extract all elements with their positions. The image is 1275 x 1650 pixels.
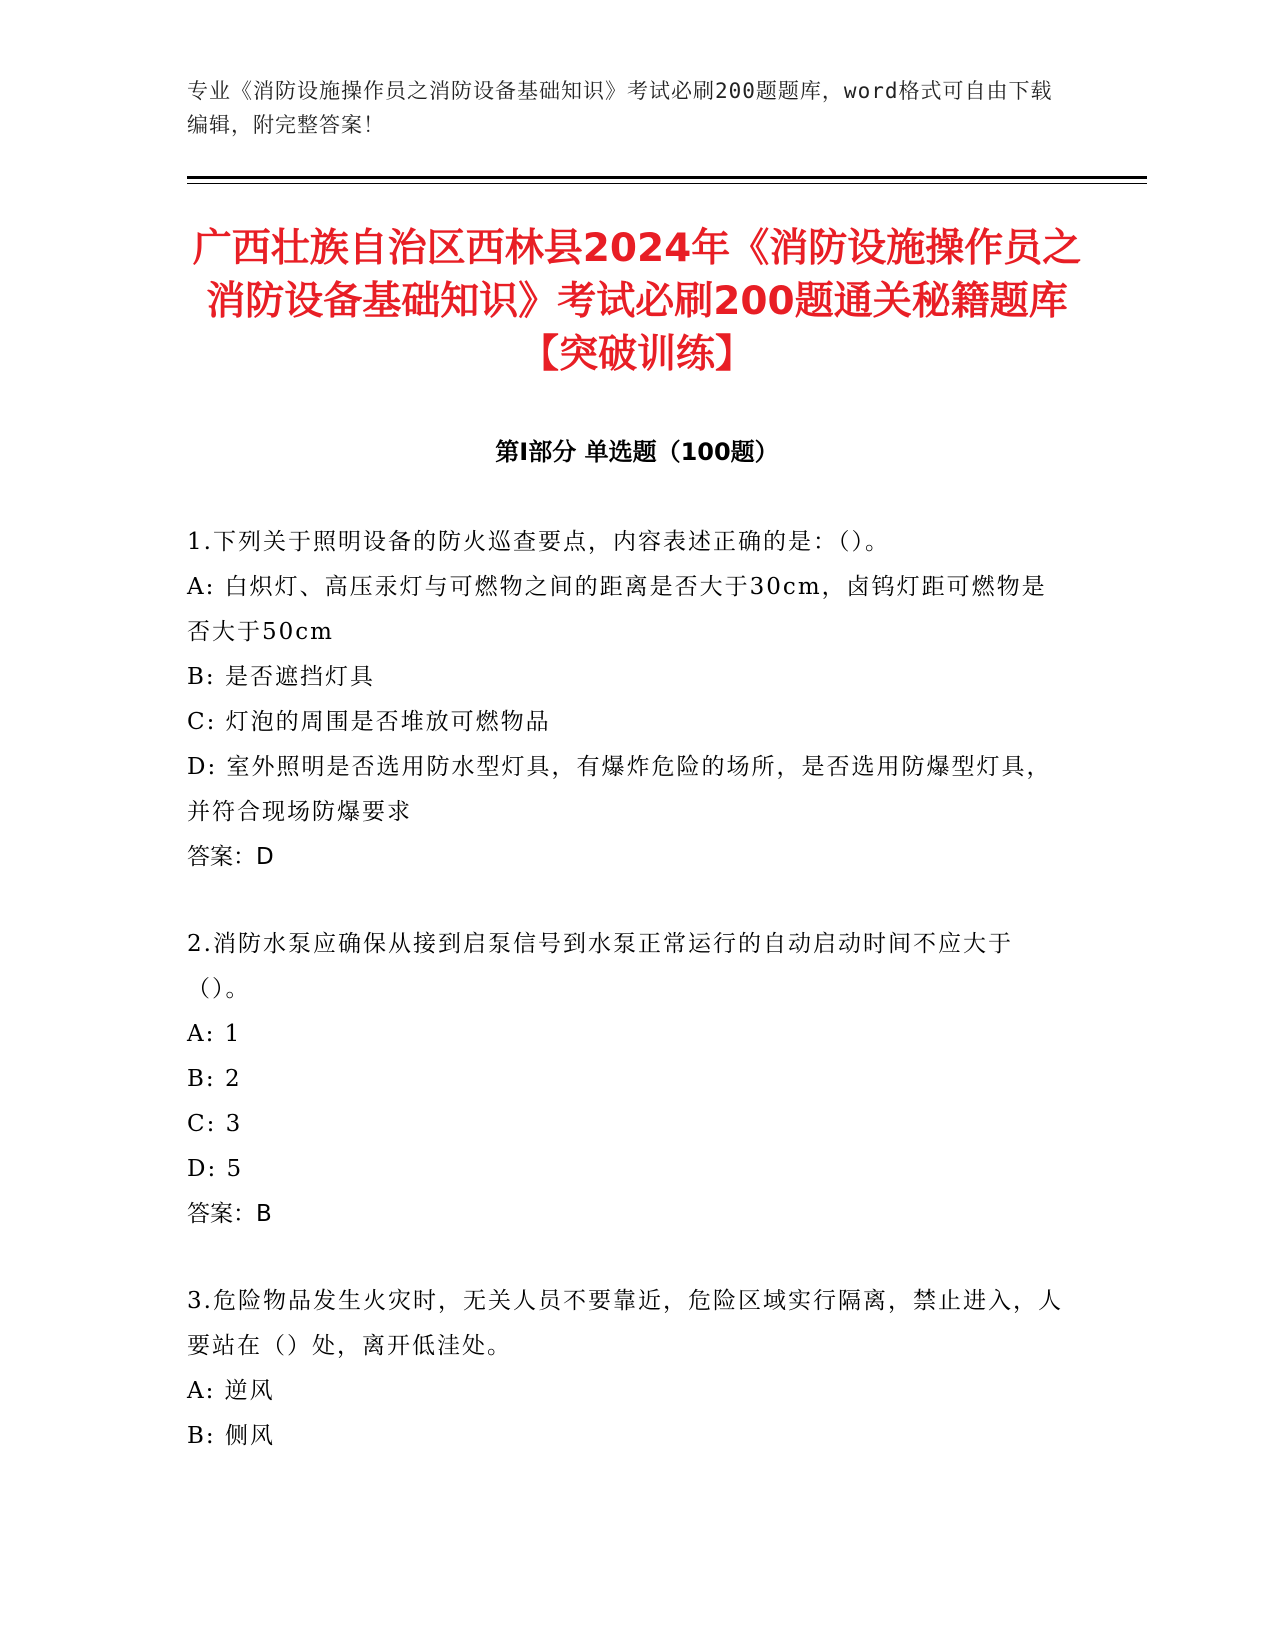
option-a: A: 1 [187, 1021, 242, 1047]
header-divider-thin [187, 183, 1147, 184]
option-c: C: 3 [187, 1111, 243, 1137]
option-a: A: 逆风 [187, 1378, 275, 1404]
question-text: 1.下列关于照明设备的防火巡查要点，内容表述正确的是：（）。 [187, 529, 890, 555]
question-list [187, 520, 1067, 1501]
question-2 [187, 922, 1067, 1237]
option-b: B: 2 [187, 1066, 242, 1092]
option-d: D: 室外照明是否选用防水型灯具，有爆炸危险的场所，是否选用防爆型灯具，并符合现场防爆要求 [187, 754, 1052, 825]
section-heading: 第I部分 单选题（100题） [495, 438, 779, 466]
option-c: C: 灯泡的周围是否堆放可燃物品 [187, 709, 551, 735]
option-b: B: 侧风 [187, 1423, 275, 1449]
header-note: 专业《消防设施操作员之消防设备基础知识》考试必刷200题题库，word格式可自由下载编辑，附完整答案！ [187, 79, 1053, 137]
option-a: A: 白炽灯、高压汞灯与可燃物之间的距离是否大于30cm，卤钨灯距可燃物是否大于50cm [187, 574, 1047, 645]
question-text: 3.危险物品发生火灾时，无关人员不要靠近，危险区域实行隔离，禁止进入，人要站在（）处，离开低洼处。 [187, 1288, 1063, 1359]
option-d: D: 5 [187, 1156, 244, 1182]
document-title: 广西壮族自治区西林县2024年《消防设施操作员之消防设备基础知识》考试必刷200题通关秘籍题库【突破训练】 [192, 226, 1082, 377]
answer: 答案：B [187, 1201, 272, 1227]
header-divider-thick [187, 176, 1147, 179]
question-3 [187, 1279, 1067, 1459]
question-text: 2.消防水泵应确保从接到启泵信号到水泵正常运行的自动启动时间不应大于（）。 [187, 931, 1013, 1002]
answer: 答案：D [187, 844, 274, 870]
option-b: B: 是否遮挡灯具 [187, 664, 375, 690]
question-1 [187, 520, 1067, 880]
